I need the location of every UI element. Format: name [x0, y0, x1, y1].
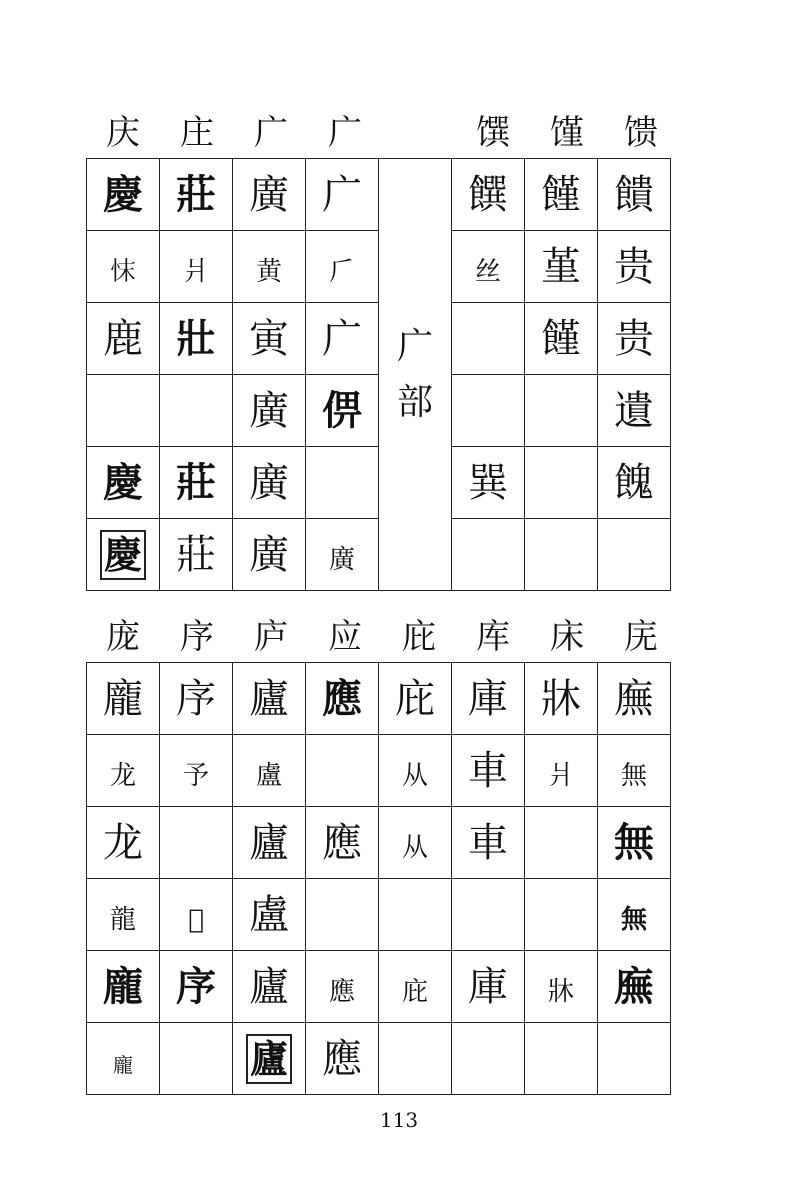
glyph-cell: 廣	[306, 519, 379, 591]
glyph-cell: 廣	[233, 159, 306, 231]
glyph-cell: 應	[306, 807, 379, 879]
glyph-cell: 應	[306, 951, 379, 1023]
glyph-cell: 予	[160, 735, 233, 807]
empty-cell	[452, 879, 525, 951]
glyph-cell: 龙	[87, 807, 160, 879]
glyph-cell: 餽	[598, 447, 671, 519]
glyph-cell: 饋	[598, 159, 671, 231]
glyph-cell: 慶	[87, 159, 160, 231]
glyph-cell: 爿	[160, 231, 233, 303]
empty-cell	[525, 879, 598, 951]
glyph-cell: 無	[598, 807, 671, 879]
glyph-cell: 龐	[87, 1023, 160, 1095]
empty-cell	[160, 807, 233, 879]
glyph-cell: 廣	[233, 447, 306, 519]
glyph-cell: 莊	[160, 447, 233, 519]
header-cell: 应	[328, 617, 362, 657]
header-cell: 馈	[624, 113, 658, 153]
empty-cell	[452, 303, 525, 375]
glyph-cell: 廣	[233, 519, 306, 591]
glyph-cell: 遺	[598, 375, 671, 447]
glyph-cell: 庇	[379, 951, 452, 1023]
glyph-cell: 堇	[525, 231, 598, 303]
header-cell: 库	[476, 617, 510, 657]
glyph-cell: 廡	[598, 663, 671, 735]
glyph-cell: 廬	[233, 951, 306, 1023]
section1-headers	[86, 108, 680, 158]
glyph-cell: 饉	[525, 159, 598, 231]
empty-cell	[525, 375, 598, 447]
glyph-cell: 龐	[87, 951, 160, 1023]
glyph-cell: 莊	[160, 519, 233, 591]
glyph-cell: 應	[306, 663, 379, 735]
glyph-cell: 爿	[525, 735, 598, 807]
empty-cell	[306, 447, 379, 519]
empty-cell	[379, 879, 452, 951]
header-cell: 广	[254, 113, 288, 153]
table-row	[87, 159, 671, 231]
glyph-cell: 莊	[160, 159, 233, 231]
header-cell: 床	[550, 617, 584, 657]
glyph-cell: 廣	[233, 375, 306, 447]
empty-cell	[160, 375, 233, 447]
glyph-cell: 牀	[525, 663, 598, 735]
table-row	[87, 1023, 671, 1095]
radical-label-cell	[379, 159, 452, 591]
empty-cell	[379, 1023, 452, 1095]
table-row	[87, 807, 671, 879]
section2-headers	[86, 612, 680, 662]
glyph-cell: 慶	[87, 519, 160, 591]
glyph-cell: 車	[452, 807, 525, 879]
glyph-cell: 慶	[87, 447, 160, 519]
glyph-cell: 廬	[233, 807, 306, 879]
glyph-cell: 广	[306, 159, 379, 231]
header-cell: 馔	[476, 113, 510, 153]
glyph-cell: 巽	[452, 447, 525, 519]
section2-grid	[86, 662, 671, 1095]
empty-cell	[306, 735, 379, 807]
glyph-cell: 广	[306, 303, 379, 375]
empty-cell	[598, 519, 671, 591]
table-row	[87, 663, 671, 735]
glyph-cell	[87, 375, 160, 447]
glyph-cell: 从	[379, 735, 452, 807]
header-cell: 庐	[254, 617, 288, 657]
glyph-cell: 饌	[452, 159, 525, 231]
empty-cell	[452, 519, 525, 591]
glyph-cell: 鹿	[87, 303, 160, 375]
glyph-cell: 壯	[160, 303, 233, 375]
empty-cell	[525, 447, 598, 519]
glyph-cell: 庫	[452, 663, 525, 735]
glyph-cell: 龐	[87, 663, 160, 735]
glyph-cell: 序	[160, 951, 233, 1023]
empty-cell	[452, 375, 525, 447]
header-cell: 庆	[106, 113, 140, 153]
empty-cell	[160, 1023, 233, 1095]
glyph-cell: 盧	[233, 879, 306, 951]
header-cell: 序	[180, 617, 214, 657]
glyph-cell: 𠂆	[306, 231, 379, 303]
radical-label: 广 部	[396, 325, 433, 423]
glyph-cell: 庇	[379, 663, 452, 735]
glyph-cell: 贵	[598, 231, 671, 303]
glyph-cell: 應	[306, 1023, 379, 1095]
glyph-cell: 牀	[525, 951, 598, 1023]
glyph-cell: 無	[598, 879, 671, 951]
page-number: 113	[379, 1108, 419, 1132]
glyph-cell: 饉	[525, 303, 598, 375]
table-row	[87, 879, 671, 951]
header-cell: 馑	[550, 113, 584, 153]
header-cell	[382, 108, 456, 158]
glyph-cell: 龙	[87, 735, 160, 807]
header-cell: 庑	[624, 617, 658, 657]
empty-cell	[525, 519, 598, 591]
glyph-cell: 贵	[598, 303, 671, 375]
glyph-cell: 𠃧	[160, 879, 233, 951]
glyph-cell: 龍	[87, 879, 160, 951]
section1-grid	[86, 158, 671, 591]
empty-cell	[598, 1023, 671, 1095]
header-cell: 庄	[180, 113, 214, 153]
table-row	[87, 735, 671, 807]
empty-cell	[452, 1023, 525, 1095]
glyph-cell: 黄	[233, 231, 306, 303]
glyph-cell: 寅	[233, 303, 306, 375]
glyph-cell: 丝	[452, 231, 525, 303]
empty-cell	[306, 879, 379, 951]
glyph-cell: 庫	[452, 951, 525, 1023]
glyph-cell: 廬	[233, 663, 306, 735]
empty-cell	[525, 807, 598, 879]
header-cell: 庞	[106, 617, 140, 657]
glyph-cell: 車	[452, 735, 525, 807]
glyph-cell: 盧	[233, 735, 306, 807]
glyph-cell: 从	[379, 807, 452, 879]
table-row	[87, 951, 671, 1023]
glyph-cell: 𢗿	[87, 231, 160, 303]
header-cell: 庇	[402, 617, 436, 657]
header-cell: 广	[328, 113, 362, 153]
glyph-cell: 無	[598, 735, 671, 807]
glyph-cell: 㑭	[306, 375, 379, 447]
glyph-cell: 廬	[233, 1023, 306, 1095]
empty-cell	[525, 1023, 598, 1095]
glyph-cell: 序	[160, 663, 233, 735]
glyph-cell: 廡	[598, 951, 671, 1023]
